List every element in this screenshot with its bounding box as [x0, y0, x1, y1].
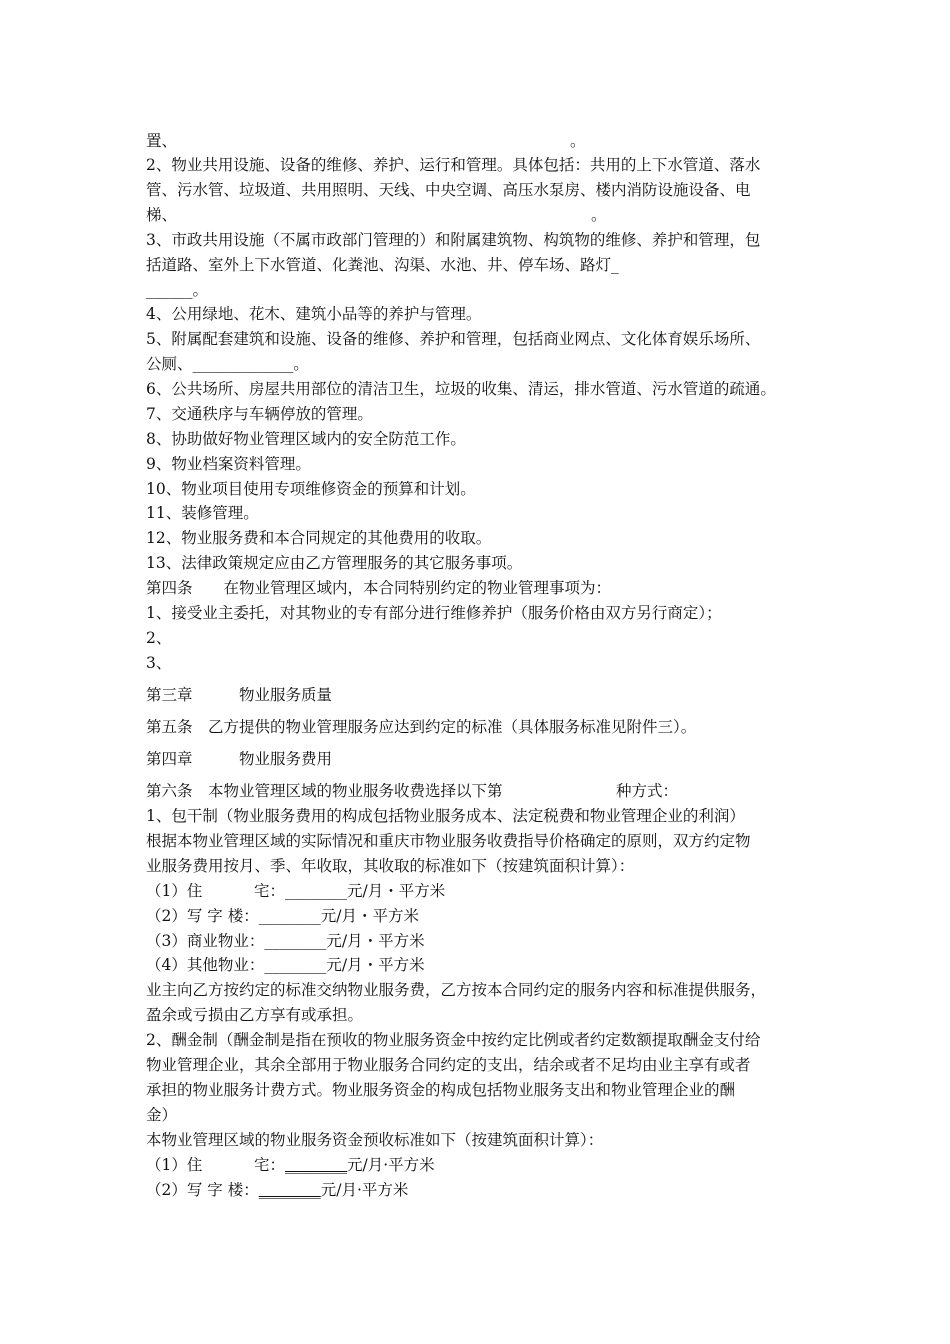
text-line: 第五条 乙方提供的物业管理服务应达到约定的标准（具体服务标准见附件三）。: [146, 718, 697, 736]
text-line: 1、包干制（物业服务费用的构成包括物业服务成本、法定税费和物业管理企业的利润）: [146, 807, 745, 825]
chapter-heading: 第四章 物业服务费用: [146, 750, 333, 768]
text-line: [146, 1180, 408, 1200]
text-line: 公厕、_____________。: [146, 355, 309, 373]
text-line: [146, 131, 586, 151]
text-span: 。: [591, 206, 607, 224]
text-span: 第六条 本物业管理区域的物业服务收费选择以下第: [146, 782, 503, 800]
text-span: （2）写 字 楼：: [146, 1181, 259, 1199]
text-line: 2、酬金制（酬金制是指在预收的物业服务资金中按约定比例或者约定数额提取酬金支付给: [146, 1031, 761, 1049]
text-line: 盈余或亏损由乙方享有或承担。: [146, 1006, 364, 1024]
text-span: 。: [570, 132, 586, 150]
blank-field: ________: [258, 1181, 321, 1199]
text-line: 4、公用绿地、花木、建筑小品等的养护与管理。: [146, 305, 482, 323]
text-line: 12、物业服务费和本合同规定的其他费用的收取。: [146, 529, 492, 547]
text-line: 3、市政共用设施（不属市政部门管理的）和附属建筑物、构筑物的维修、养护和管理，包: [146, 231, 761, 249]
text-line: 业服务费用按月、季、年收取，其收取的标准如下（按建筑面积计算）：: [146, 857, 635, 875]
text-line: 3、: [146, 654, 172, 672]
text-line: 根据本物业管理区域的实际情况和重庆市物业服务收费指导价格确定的原则，双方约定物: [146, 832, 751, 850]
text-line: [146, 781, 679, 801]
text-line: 10、物业项目使用专项维修资金的预算和计划。: [146, 480, 476, 498]
text-line: 7、交通秩序与车辆停放的管理。: [146, 405, 373, 423]
text-line: 括道路、室外上下水管道、化粪池、沟渠、水池、井、停车场、路灯_: [146, 256, 619, 274]
blank-field: ________: [285, 1156, 348, 1174]
text-line: 9、物业档案资料管理。: [146, 455, 311, 473]
text-span: 元/月·平方米: [320, 1181, 409, 1199]
text-span: 宅：________元/月・平方米: [254, 882, 446, 900]
text-span: 宅：: [254, 1156, 286, 1174]
text-line: （3）商业物业：________元/月・平方米: [146, 932, 425, 950]
text-line: 6、公共场所、房屋共用部位的清洁卫生，垃圾的收集、清运，排水管道、污水管道的疏通。: [146, 380, 776, 398]
chapter-heading: 第三章 物业服务质量: [146, 686, 333, 704]
text-line: [146, 881, 446, 901]
text-line: 13、法律政策规定应由乙方管理服务的其它服务事项。: [146, 554, 523, 572]
text-span: （1）住: [146, 882, 203, 900]
text-line: [146, 205, 607, 225]
text-line: 管、污水管、垃圾道、共用照明、天线、中央空调、高压水泵房、楼内消防设施设备、电: [146, 181, 751, 199]
text-line: ______。: [146, 281, 209, 299]
text-span: 元/月·平方米: [347, 1156, 435, 1174]
text-line: 1、接受业主委托，对其物业的专有部分进行维修养护（服务价格由双方另行商定）；: [146, 604, 722, 622]
text-line: 5、附属配套建筑和设施、设备的维修、养护和管理，包括商业网点、文化体育娱乐场所、: [146, 330, 761, 348]
text-span: 种方式：: [616, 782, 679, 800]
text-line: 第四条 在物业管理区域内，本合同特别约定的物业管理事项为：: [146, 579, 612, 597]
text-line: 承担的物业服务计费方式。物业服务资金的构成包括物业服务支出和物业管理企业的酬: [146, 1081, 736, 1099]
text-line: 2、: [146, 629, 172, 647]
text-line: [146, 1155, 435, 1175]
text-line: 8、协助做好物业管理区域内的安全防范工作。: [146, 430, 466, 448]
text-line: （4）其他物业：________元/月・平方米: [146, 956, 425, 974]
text-line: 本物业管理区域的物业服务资金预收标准如下（按建筑面积计算）：: [146, 1131, 604, 1149]
text-span: 梯、: [146, 206, 178, 224]
text-line: 11、装修管理。: [146, 504, 259, 522]
text-span: 置、: [146, 132, 178, 150]
text-line: 物业管理企业，其余全部用于物业服务合同约定的支出，结余或者不足均由业主享有或者: [146, 1056, 751, 1074]
text-line: 金）: [146, 1106, 178, 1124]
text-span: [254, 1155, 435, 1175]
text-line: （2）写 字 楼：________元/月・平方米: [146, 907, 419, 925]
text-line: 2、物业共用设施、设备的维修、养护、运行和管理。具体包括：共用的上下水管道、落水: [146, 156, 761, 174]
text-line: 业主向乙方按约定的标准交纳物业服务费，乙方按本合同约定的服务内容和标准提供服务，: [146, 981, 767, 999]
text-span: （1）住: [146, 1156, 203, 1174]
